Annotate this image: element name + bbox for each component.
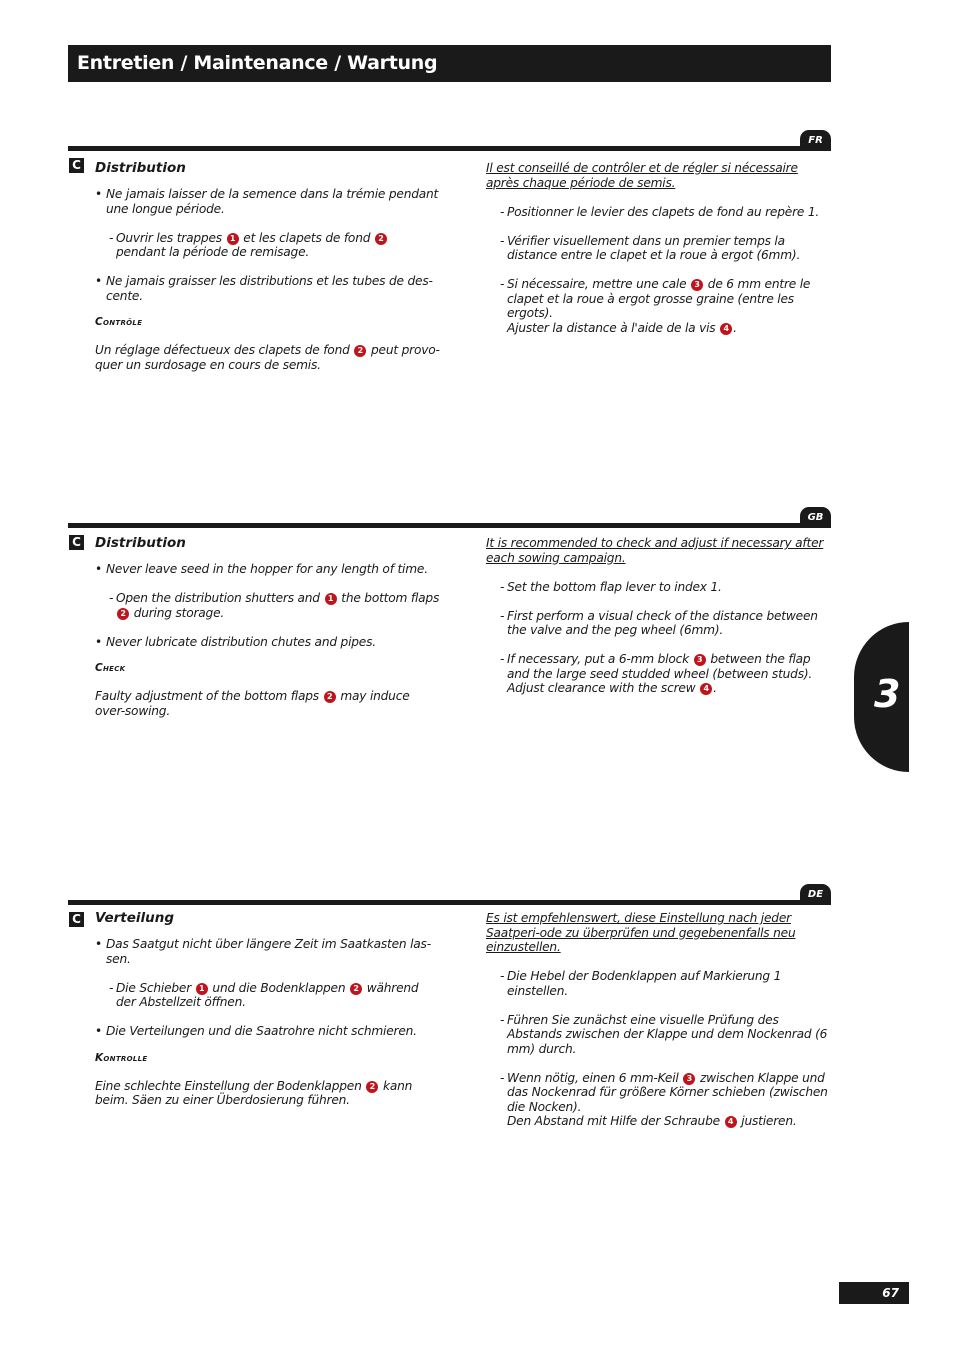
lang-tab-fr: FR (800, 130, 831, 150)
dash-item: - Open the distribution shutters and 1 the bottom flaps 2 during storage. (109, 591, 440, 620)
section-rule (68, 900, 831, 905)
dash-item: - First perform a visual check of the distance between the valve and the peg wheel (6mm). (500, 608, 818, 637)
intro-text: It is recommended to check and adjust if necessary after each sowing campaign. (486, 536, 824, 565)
chapter-number: 3 (874, 672, 901, 716)
section-gb (68, 507, 831, 807)
marker-4-icon: 4 (720, 323, 732, 335)
marker-1-icon: 1 (227, 233, 239, 245)
right-column (486, 911, 834, 1129)
marker-3-icon: 3 (691, 279, 703, 291)
section-de (68, 884, 831, 1184)
marker-3-icon: 3 (694, 654, 706, 666)
dash-item: - Die Hebel der Bodenklappen auf Markierung 1 einstellen. (500, 969, 782, 998)
bullet-item: • Die Verteilungen und die Saatrohre nicht schmieren. (95, 1024, 440, 1039)
marker-1-icon: 1 (196, 983, 208, 995)
bullet-item: • Never leave seed in the hopper for any length of time. (95, 562, 440, 577)
section-letter-box: C (69, 912, 84, 927)
chapter-tab (854, 622, 909, 772)
intro-text: Es ist empfehlenswert, diese Einstellung nach jeder Saatperi-ode zu überprüfen und gegebenenfalls neu einzustellen. (486, 911, 796, 954)
right-column (486, 536, 834, 696)
section-title: Distribution (95, 535, 186, 551)
paragraph: Eine schlechte Einstellung der Bodenklappen 2 kann beim. Säen zu einer Überdosierung führen. (95, 1078, 413, 1107)
marker-3-icon: 3 (683, 1073, 695, 1085)
lang-tab-gb: GB (800, 507, 831, 527)
dash-item: - Ouvrir les trappes 1 et les clapets de fond 2 pendant la période de remisage. (95, 231, 440, 260)
marker-2-icon: 2 (354, 345, 366, 357)
subheading: Kontrolle (95, 1051, 148, 1064)
dash-item: - Si nécessaire, mettre une cale 3 de 6 mm entre le clapet et la roue à ergot grosse graine (entre les ergots). Ajuster la distance à l'aide de la vis 4 . (500, 277, 811, 335)
bullet-item: • Never lubricate distribution chutes and pipes. (95, 635, 440, 650)
intro-text: Il est conseillé de contrôler et de régler si nécessaire après chaque période de semis. (486, 161, 798, 190)
page-header (68, 45, 831, 82)
dash-item: - Führen Sie zunächst eine visuelle Prüfung des Abstands zwischen der Klappe und dem Nockenrad (6 mm) durch. (500, 1012, 828, 1056)
marker-2-icon: 2 (117, 608, 129, 620)
left-column (95, 159, 440, 372)
subheading: Contrôle (95, 316, 143, 328)
marker-2-icon: 2 (366, 1081, 378, 1093)
lang-tab-de: DE (800, 884, 831, 904)
dash-item: - Die Schieber 1 und die Bodenklappen 2 während der Abstellzeit öffnen. (109, 980, 419, 1009)
dash-item: - Vérifier visuellement dans un premier temps la distance entre le clapet et la roue à ergot (6mm). (500, 233, 801, 262)
dash-item: - Set the bottom flap lever to index 1. (500, 579, 722, 594)
right-column (486, 161, 834, 335)
left-column (95, 909, 440, 1108)
subheading: Check (95, 662, 126, 674)
section-title: Verteilung (95, 910, 175, 926)
marker-2-icon: 2 (324, 691, 336, 703)
bullet-item: • Ne jamais laisser de la semence dans la trémie pendant une longue période. (95, 187, 440, 216)
bullet-item: • Das Saatgut nicht über längere Zeit im Saatkasten las-sen. (95, 937, 440, 966)
marker-1-icon: 1 (325, 593, 337, 605)
section-fr (68, 130, 831, 430)
section-title: Distribution (95, 160, 186, 176)
marker-2-icon: 2 (350, 983, 362, 995)
dash-item: - Positionner le levier des clapets de fond au repère 1. (500, 204, 820, 219)
left-column (95, 534, 440, 718)
section-rule (68, 146, 831, 151)
dash-item: - If necessary, put a 6-mm block 3 between the flap and the large seed studded wheel (between studs). Adjust clearance with the screw 4 . (500, 652, 813, 695)
marker-4-icon: 4 (700, 683, 712, 695)
bullet-item: • Ne jamais graisser les distributions et les tubes de des-cente. (95, 274, 440, 303)
paragraph: Faulty adjustment of the bottom flaps 2 may induce over-sowing. (95, 689, 410, 718)
page-header-title: Entretien / Maintenance / Wartung (77, 52, 438, 74)
section-letter-box: C (69, 158, 84, 173)
section-letter-box: C (69, 535, 84, 550)
dash-item: - Wenn nötig, einen 6 mm-Keil 3 zwischen Klappe und das Nockenrad für größere Körner schieben (zwischen die Nocken). Den Abstand mit Hilfe der Schraube 4 justieren. (500, 1070, 828, 1128)
marker-4-icon: 4 (725, 1116, 737, 1128)
marker-2-icon: 2 (375, 233, 387, 245)
section-rule (68, 523, 831, 528)
page-number: 67 (839, 1282, 909, 1304)
paragraph: Un réglage défectueux des clapets de fond 2 peut provo-quer un surdosage en cours de semis. (95, 343, 440, 372)
